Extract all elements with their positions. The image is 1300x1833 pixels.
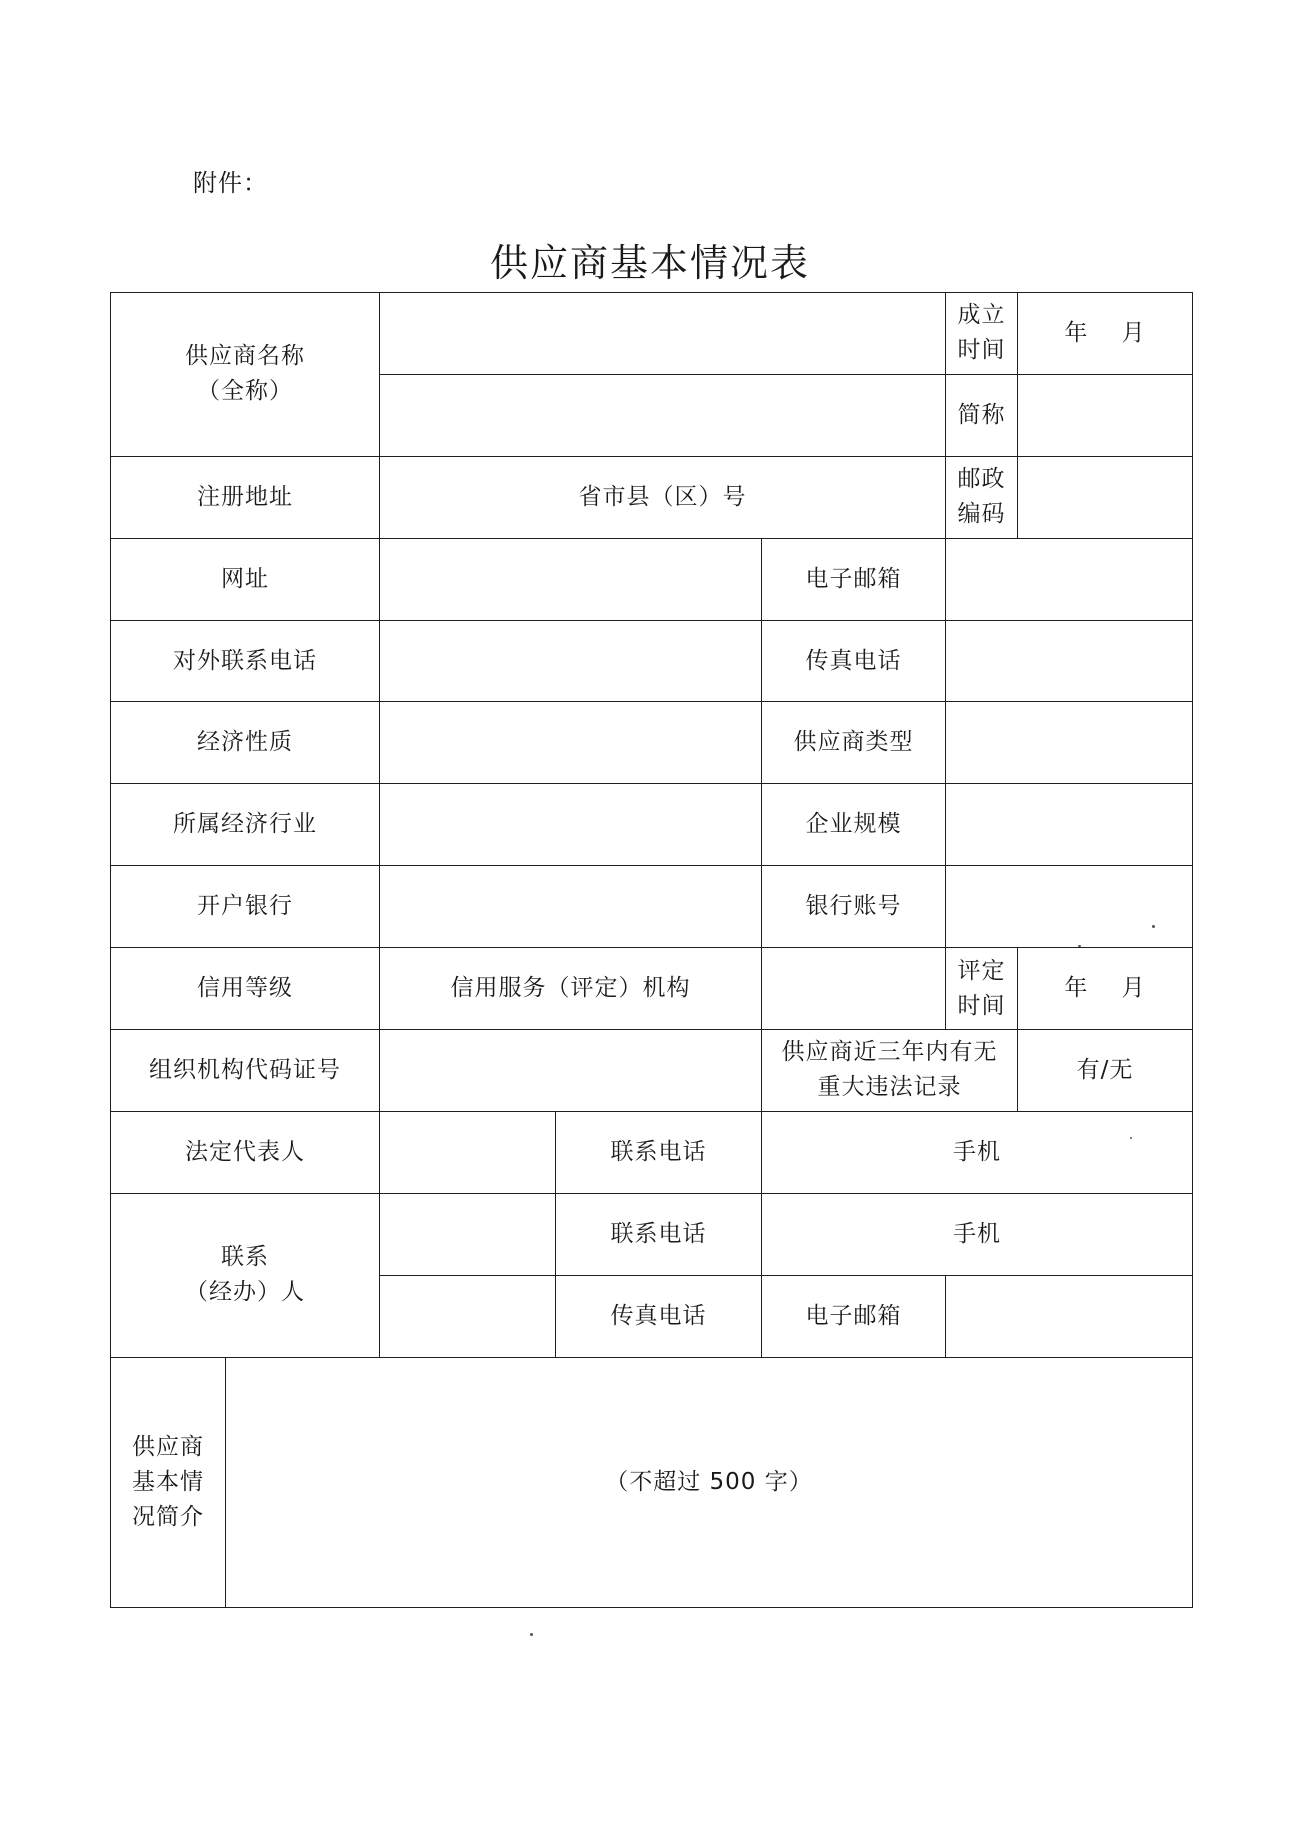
rating-time-label: 评定时间 (946, 948, 1018, 1030)
scan-speck (530, 1633, 533, 1636)
reg-address-label: 注册地址 (111, 456, 380, 538)
form-title: 供应商基本情况表 (489, 241, 810, 285)
legal-rep-field[interactable] (380, 1111, 556, 1193)
contact-email-label: 电子邮箱 (762, 1275, 946, 1357)
rating-time-value[interactable]: 年 月 (1018, 948, 1193, 1030)
contact-person-label: 联系 (221, 1244, 269, 1271)
intro-hint: （不超过 500 字） (605, 1468, 813, 1495)
contact-person-field[interactable] (380, 1193, 556, 1275)
scan-speck (1152, 925, 1155, 928)
supplier-type-field[interactable] (946, 702, 1193, 784)
industry-field[interactable] (380, 784, 762, 866)
supplier-name-label-cell (111, 293, 380, 457)
email-field[interactable] (946, 538, 1193, 620)
short-name-field[interactable] (1018, 374, 1193, 456)
scan-speck (1078, 945, 1081, 947)
violation-value[interactable]: 有/无 (1018, 1030, 1193, 1112)
org-code-label: 组织机构代码证号 (111, 1030, 380, 1112)
established-value[interactable]: 年 月 (1018, 293, 1193, 375)
bank-field[interactable] (380, 866, 762, 948)
website-label: 网址 (111, 538, 380, 620)
credit-agency-field[interactable] (762, 948, 946, 1030)
fax-field[interactable] (946, 620, 1193, 702)
email-label: 电子邮箱 (762, 538, 946, 620)
org-code-field[interactable] (380, 1030, 762, 1112)
scan-speck (1130, 1137, 1132, 1139)
phone-field[interactable] (380, 620, 762, 702)
contact-person-label-cell (111, 1193, 380, 1357)
supplier-name-field[interactable] (380, 293, 946, 375)
contact-person-field-2[interactable] (380, 1275, 556, 1357)
econ-nature-field[interactable] (380, 702, 762, 784)
supplier-name-sub: （全称） (197, 378, 293, 405)
econ-nature-label: 经济性质 (111, 702, 380, 784)
contact-fax-label: 传真电话 (556, 1275, 762, 1357)
established-label: 成立时间 (946, 293, 1018, 375)
attachment-label: 附件： (193, 169, 268, 197)
intro-field[interactable] (226, 1357, 1193, 1607)
supplier-type-label: 供应商类型 (762, 702, 946, 784)
scale-field[interactable] (946, 784, 1193, 866)
short-name-label: 简称 (946, 374, 1018, 456)
legal-rep-label: 法定代表人 (111, 1111, 380, 1193)
bank-label: 开户银行 (111, 866, 380, 948)
supplier-info-table (110, 292, 1193, 1608)
phone-label: 对外联系电话 (111, 620, 380, 702)
intro-label-cell (111, 1357, 226, 1607)
legal-rep-mobile-label: 手机 (762, 1111, 1193, 1193)
violation-label: 供应商近三年内有无重大违法记录 (762, 1030, 1018, 1112)
supplier-name-label: 供应商名称 (185, 343, 305, 370)
website-field[interactable] (380, 538, 762, 620)
intro-label-line-2: 基本情 (132, 1468, 204, 1495)
intro-label-line-3: 况简介 (132, 1503, 204, 1530)
account-field[interactable] (946, 866, 1193, 948)
supplier-name-field-2[interactable] (380, 374, 946, 456)
credit-label: 信用等级 (111, 948, 380, 1030)
scale-label: 企业规模 (762, 784, 946, 866)
contact-email-field[interactable] (946, 1275, 1193, 1357)
intro-label-line-1: 供应商 (132, 1433, 204, 1460)
legal-rep-phone-label: 联系电话 (556, 1111, 762, 1193)
contact-person-sub: （经办）人 (185, 1279, 305, 1306)
industry-label: 所属经济行业 (111, 784, 380, 866)
postcode-label: 邮政编码 (946, 456, 1018, 538)
reg-address-field[interactable]: 省市县（区）号 (380, 456, 946, 538)
postcode-field[interactable] (1018, 456, 1193, 538)
contact-phone-label: 联系电话 (556, 1193, 762, 1275)
account-label: 银行账号 (762, 866, 946, 948)
contact-mobile-label: 手机 (762, 1193, 1193, 1275)
credit-agency-label: 信用服务（评定）机构 (380, 948, 762, 1030)
fax-label: 传真电话 (762, 620, 946, 702)
